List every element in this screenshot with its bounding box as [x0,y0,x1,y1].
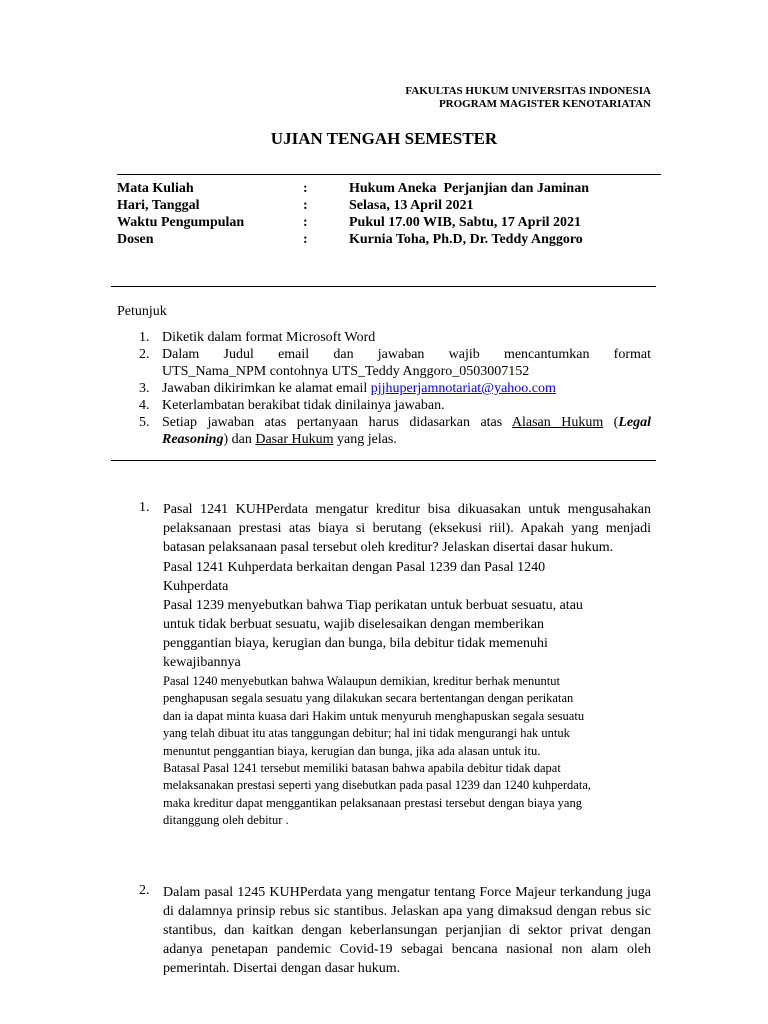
instruction-item [117,414,651,448]
item-number: 2. [139,347,150,362]
answer-line: penghapusan segala sesuatu yang dilakukan secara bertentangan dengan perikatan [163,691,574,706]
answer-paragraph [163,673,651,830]
answer-line: yang telah dibuat itu atas tanggungan debitur; hal ini tidak mengurangi hak untuk [163,726,570,741]
info-value: Kurnia Toha, Ph.D, Dr. Teddy Anggoro [349,232,583,247]
item-number: 5. [139,415,150,430]
instruction-text-post: yang jelas. [333,432,397,447]
instructions-list [117,329,651,448]
question-number: 2. [139,883,150,898]
info-label: Waktu Pengumpulan [117,215,245,230]
instructions-heading: Petunjuk [117,304,167,319]
answer-line: Pasal 1240 menyebutkan bahwa Walaupun demikian, kreditur berhak menuntut [163,674,560,688]
reasoning-term-italic: Reasoning [162,432,224,447]
answer-line: penggantian biaya, kerugian dan bunga, bila debitur tidak memenuhi [163,636,548,651]
instruction-text: Diketik dalam format Microsoft Word [162,330,376,345]
info-colon: : [303,215,308,230]
info-value: Selasa, 13 April 2021 [349,198,474,213]
info-value: Hukum Aneka Perjanjian dan Jaminan [349,181,589,196]
answer-line: dan ia dapat minta kuasa dari Hakim untuk menyuruh menghapuskan segala sesuatu [163,708,585,723]
instruction-text: Keterlambatan berakibat tidak dinilainya jawaban. [162,398,445,413]
program-name: PROGRAM MAGISTER KENOTARIATAN [438,98,651,110]
instruction-text-mid: ) dan [223,432,256,447]
answer-line: kewajibannya [163,655,241,670]
question-number: 1. [139,500,150,515]
document-header [405,85,651,111]
info-value: Pukul 17.00 WIB, Sabtu, 17 April 2021 [349,215,581,230]
question-text: Pasal 1241 KUHPerdata mengatur kreditur bisa dikuasakan untuk mengusahakan pelaksanaan prestasi atas biaya si berutang (eksekusi riil). Apakah yang menjadi batasan pelaksanaan pasal tersebut oleh kreditur? Jelaskan disertai dasar hukum. [163,502,651,555]
instruction-item [117,329,651,346]
answer-line: ditanggung oleh debitur . [163,813,289,828]
info-label: Mata Kuliah [117,181,194,196]
legal-term-italic: Legal [618,415,651,430]
email-link[interactable]: pjjhuperjamnotariat@yahoo.com [370,381,556,396]
info-colon: : [303,181,308,196]
info-label: Dosen [117,232,154,247]
question-2 [117,883,651,978]
item-number: 3. [139,381,150,396]
exam-info-table [117,180,651,252]
instruction-text-mid: ( [603,415,619,430]
legal-reasoning-term: Alasan Hukum [511,415,604,430]
divider-bottom [111,460,656,461]
instruction-item [117,397,651,414]
exam-title: UJIAN TENGAH SEMESTER [270,129,498,148]
answer-paragraph [163,558,651,672]
answer-line: Pasal 1241 Kuhperdata berkaitan dengan Pasal 1239 dan Pasal 1240 [163,560,546,575]
info-colon: : [303,198,308,213]
instruction-text-cont: UTS_Nama_NPM contohnya UTS_Teddy Anggoro_0503007152 [162,364,530,379]
answer-line: maka kreditur dapat menggantikan pelaksanaan prestasi tersebut dengan biaya yang [163,795,582,810]
info-label: Hari, Tanggal [117,198,200,213]
item-number: 4. [139,398,150,413]
faculty-name: FAKULTAS HUKUM UNIVERSITAS INDONESIA [405,85,651,97]
info-colon: : [303,232,308,247]
instruction-text: Dalam Judul email dan jawaban wajib mencantumkan format [162,347,651,362]
divider-mid [111,286,656,287]
answer-line: menuntut penggantian biaya, kerugian dan bunga, jika ada alasan untuk itu. [163,743,541,758]
answer-line: melaksanakan prestasi seperti yang disebutkan pada pasal 1239 dan 1240 kuhperdata, [163,778,591,793]
question-1 [117,500,651,830]
instruction-text-pre: Setiap jawaban atas pertanyaan harus didasarkan atas [162,415,512,430]
legal-basis-term: Dasar Hukum [255,432,334,447]
instruction-item [117,380,651,397]
question-text: Dalam pasal 1245 KUHPerdata yang mengatur tentang Force Majeur terkandung juga di dalamnya prinsip rebus sic stantibus. Jelaskan apa yang dimaksud dengan rebus sic stantibus, dan kaitkan dengan keberlansungan perjanjian di sektor privat dengan adanya penetapan pandemic Covid-19 sebagai bencana nasional non alam oleh pemerintah. Disertai dengan dasar hukum. [163,885,651,976]
answer-line: Batasal Pasal 1241 tersebut memiliki batasan bahwa apabila debitur tidak dapat [163,761,561,776]
divider-top [117,174,661,175]
answer-line: untuk tidak berbuat sesuatu, wajib diselesaikan dengan memberikan [163,617,545,632]
instruction-text [162,414,651,431]
instruction-text: Jawaban dikirimkan ke alamat email [162,381,371,396]
item-number: 1. [139,330,150,345]
instruction-item [117,346,651,380]
instruction-text-cont [162,431,651,448]
answer-line: Kuhperdata [163,579,229,594]
answer-line: Pasal 1239 menyebutkan bahwa Tiap perikatan untuk berbuat sesuatu, atau [163,598,583,613]
